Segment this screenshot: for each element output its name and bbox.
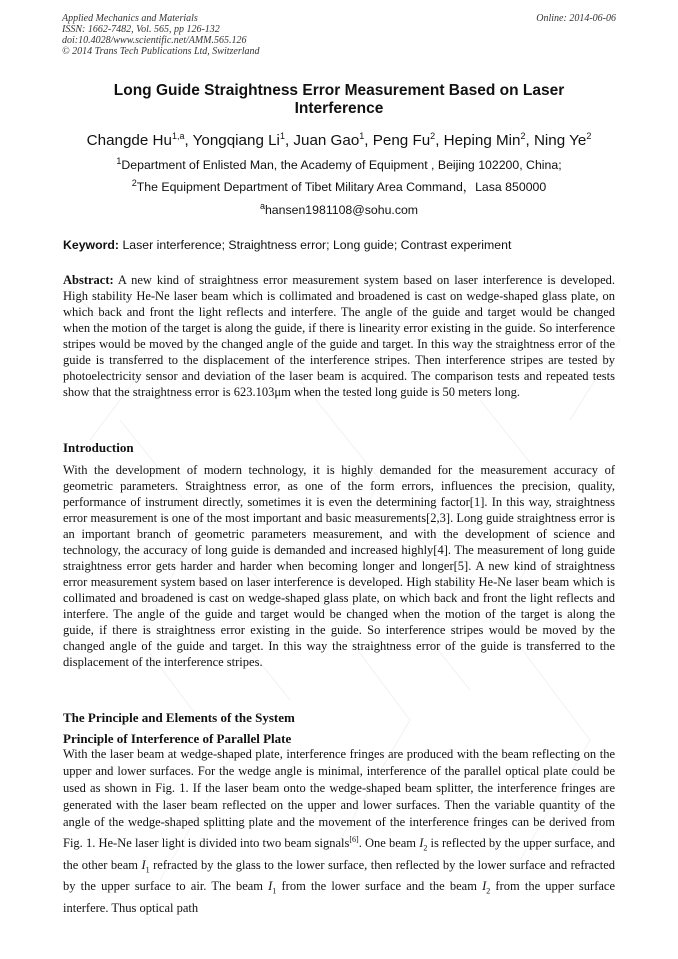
intensity-symbol: I — [268, 879, 273, 894]
journal-doi: doi:10.4028/www.scientific.net/AMM.565.126 — [62, 35, 247, 46]
principle-text-5: from the lower surface and the beam — [281, 879, 477, 894]
journal-header — [62, 13, 260, 57]
intensity-symbol: I — [482, 879, 487, 894]
subsection-heading: Principle of Interference of Parallel Plate — [63, 731, 292, 746]
author-list: Changde Hu$^{1,a}$, Yongqiang Li$^1$, Juan Gao$^1$, Peng Fu$^2$, Heping Min$^2$, Ning Ye$^2$ — [86, 130, 592, 149]
abstract — [63, 272, 615, 400]
intensity-subscript: 2 — [423, 843, 428, 853]
author-name: Ning Ye — [533, 132, 587, 149]
principle-text-3: is reflected by the upper surface, and the other beam — [63, 836, 615, 872]
abstract-text: A new kind of straightness error measurement system based on laser interference is developed. High stability He-Ne laser beam which is collimated and broadened is cast on wedge-shaped glass plate, on which back and front the light reflects and interfere. The angle of the guide and target would be changed when the motion of the target is along the guide, if there is linearity error existing in the guide. So interference stripes would be moved by the changed angle of the guide and target. In this way the straightness error of the guide is transferred to the displacement of the interference stripes. Then interference stripes are tested by photoelectricity sensor and deviation of the laser beam is acquired. The comparison tests and repeated tests show that the straightness error is 623.103μm when the tested long guide is 50 meters long. — [63, 273, 615, 399]
author-sup: 2 — [586, 130, 592, 141]
introduction-heading: Introduction — [63, 440, 134, 455]
author-sup: 2 — [430, 130, 436, 141]
affiliation-sup: a — [259, 200, 265, 211]
intensity-symbol: I — [141, 857, 146, 872]
affiliation-sup: 2 — [131, 177, 137, 188]
paper-title: Long Guide Straightness Error Measurement Based on Laser Interference — [113, 82, 565, 117]
citation-ref: [6] — [349, 835, 359, 844]
author-name: Juan Gao — [293, 132, 360, 149]
section-heading: The Principle and Elements of the System — [63, 710, 295, 725]
introduction-text: With the development of modern technology, it is highly demanded for the measurement accuracy of geometric parameters. Straightness error, as one of the form errors, influences the precision, quality, performance of instrument directly, sometimes it is even the determining factor[1]. In this way, straightness error measurement is one of the most important and basic measurements[2,3]. Long guide straightness error is an important branch of geometric parameters measurement, and with the development of science and technology, the accuracy of long guide is demanded and increased highly[4]. The measurement of long guide straightness error gets harder and harder when becoming longer and longer[5]. A new kind of straightness error measurement system based on laser interference is developed. High stability He-Ne laser beam which is collimated and broadened is cast on wedge-shaped glass plate, on which back and front the light reflects and interfere. The angle of the guide and target would be changed when the motion of the target is along the guide, if there is straightness error existing in the guide. So interference stripes would be moved by the changed angle of the guide and target. In this way the straightness error of the guide is transferred to the displacement of the interference stripes. — [63, 463, 615, 669]
author-name: Yongqiang Li — [192, 132, 280, 149]
affiliation-text: Department of Enlisted Man, the Academy of Equipment , Beijing 102200, China; — [121, 158, 562, 172]
abstract-label: Abstract: — [63, 273, 114, 287]
affiliation-text: The Equipment Department of Tibet Military Area Command，Lasa 850000 — [136, 180, 547, 194]
affiliation-2 — [40, 177, 638, 195]
journal-name: Applied Mechanics and Materials — [62, 13, 198, 24]
keywords — [63, 238, 615, 253]
email-text: hansen1981108@sohu.com — [264, 203, 419, 217]
author-sup: 2 — [520, 130, 526, 141]
principle-text-1: With the laser beam at wedge-shaped plate, interference fringes are produced with the beam reflecting on the upper and lower surfaces. For the wedge angle is minimal, interference of the parallel optical plate could be used as shown in Fig. 1. If the laser beam onto the wedge-shaped beam splitter, the interference fringes are generated with the laser beam reflected on the upper and lower surfaces. Then the variable quantity of the angle of the wedge-shaped splitting plate and the movement of the interference fringes can be derived from Fig. 1. He-Ne laser light is divided into two beam signals — [63, 747, 615, 851]
author-sup: 1 — [359, 130, 365, 141]
author-name: Peng Fu — [372, 132, 431, 149]
affiliation-sup: 1 — [116, 155, 122, 166]
keyword-text: Laser interference; Straightness error; Long guide; Contrast experiment — [122, 238, 512, 252]
online-date: Online: 2014-06-06 — [536, 13, 616, 24]
journal-issn: ISSN: 1662-7482, Vol. 565, pp 126-132 — [62, 24, 220, 35]
intensity-subscript: 2 — [486, 886, 491, 896]
author-name: Heping Min — [443, 132, 521, 149]
principle-text — [63, 746, 615, 917]
principle-text-6: from the upper surface interfere. Thus optical path — [63, 879, 615, 915]
intensity-subscript: 1 — [145, 865, 150, 875]
contact-email — [40, 200, 638, 218]
principle-text-2: . One beam — [358, 836, 417, 851]
journal-copyright: © 2014 Trans Tech Publications Ltd, Switzerland — [62, 46, 260, 57]
intensity-subscript: 1 — [272, 886, 277, 896]
intensity-symbol: I — [419, 836, 424, 851]
principle-text-4: refracted by the glass to the lower surface, then reflected by the lower surface and refracted by the upper surface to air. The beam — [63, 857, 616, 894]
keyword-label: Keyword: — [63, 238, 120, 252]
affiliation-1 — [40, 155, 638, 173]
author-sup: 1,a — [171, 130, 185, 141]
author-sup: 1 — [279, 130, 285, 141]
author-name: Changde Hu — [86, 132, 172, 149]
